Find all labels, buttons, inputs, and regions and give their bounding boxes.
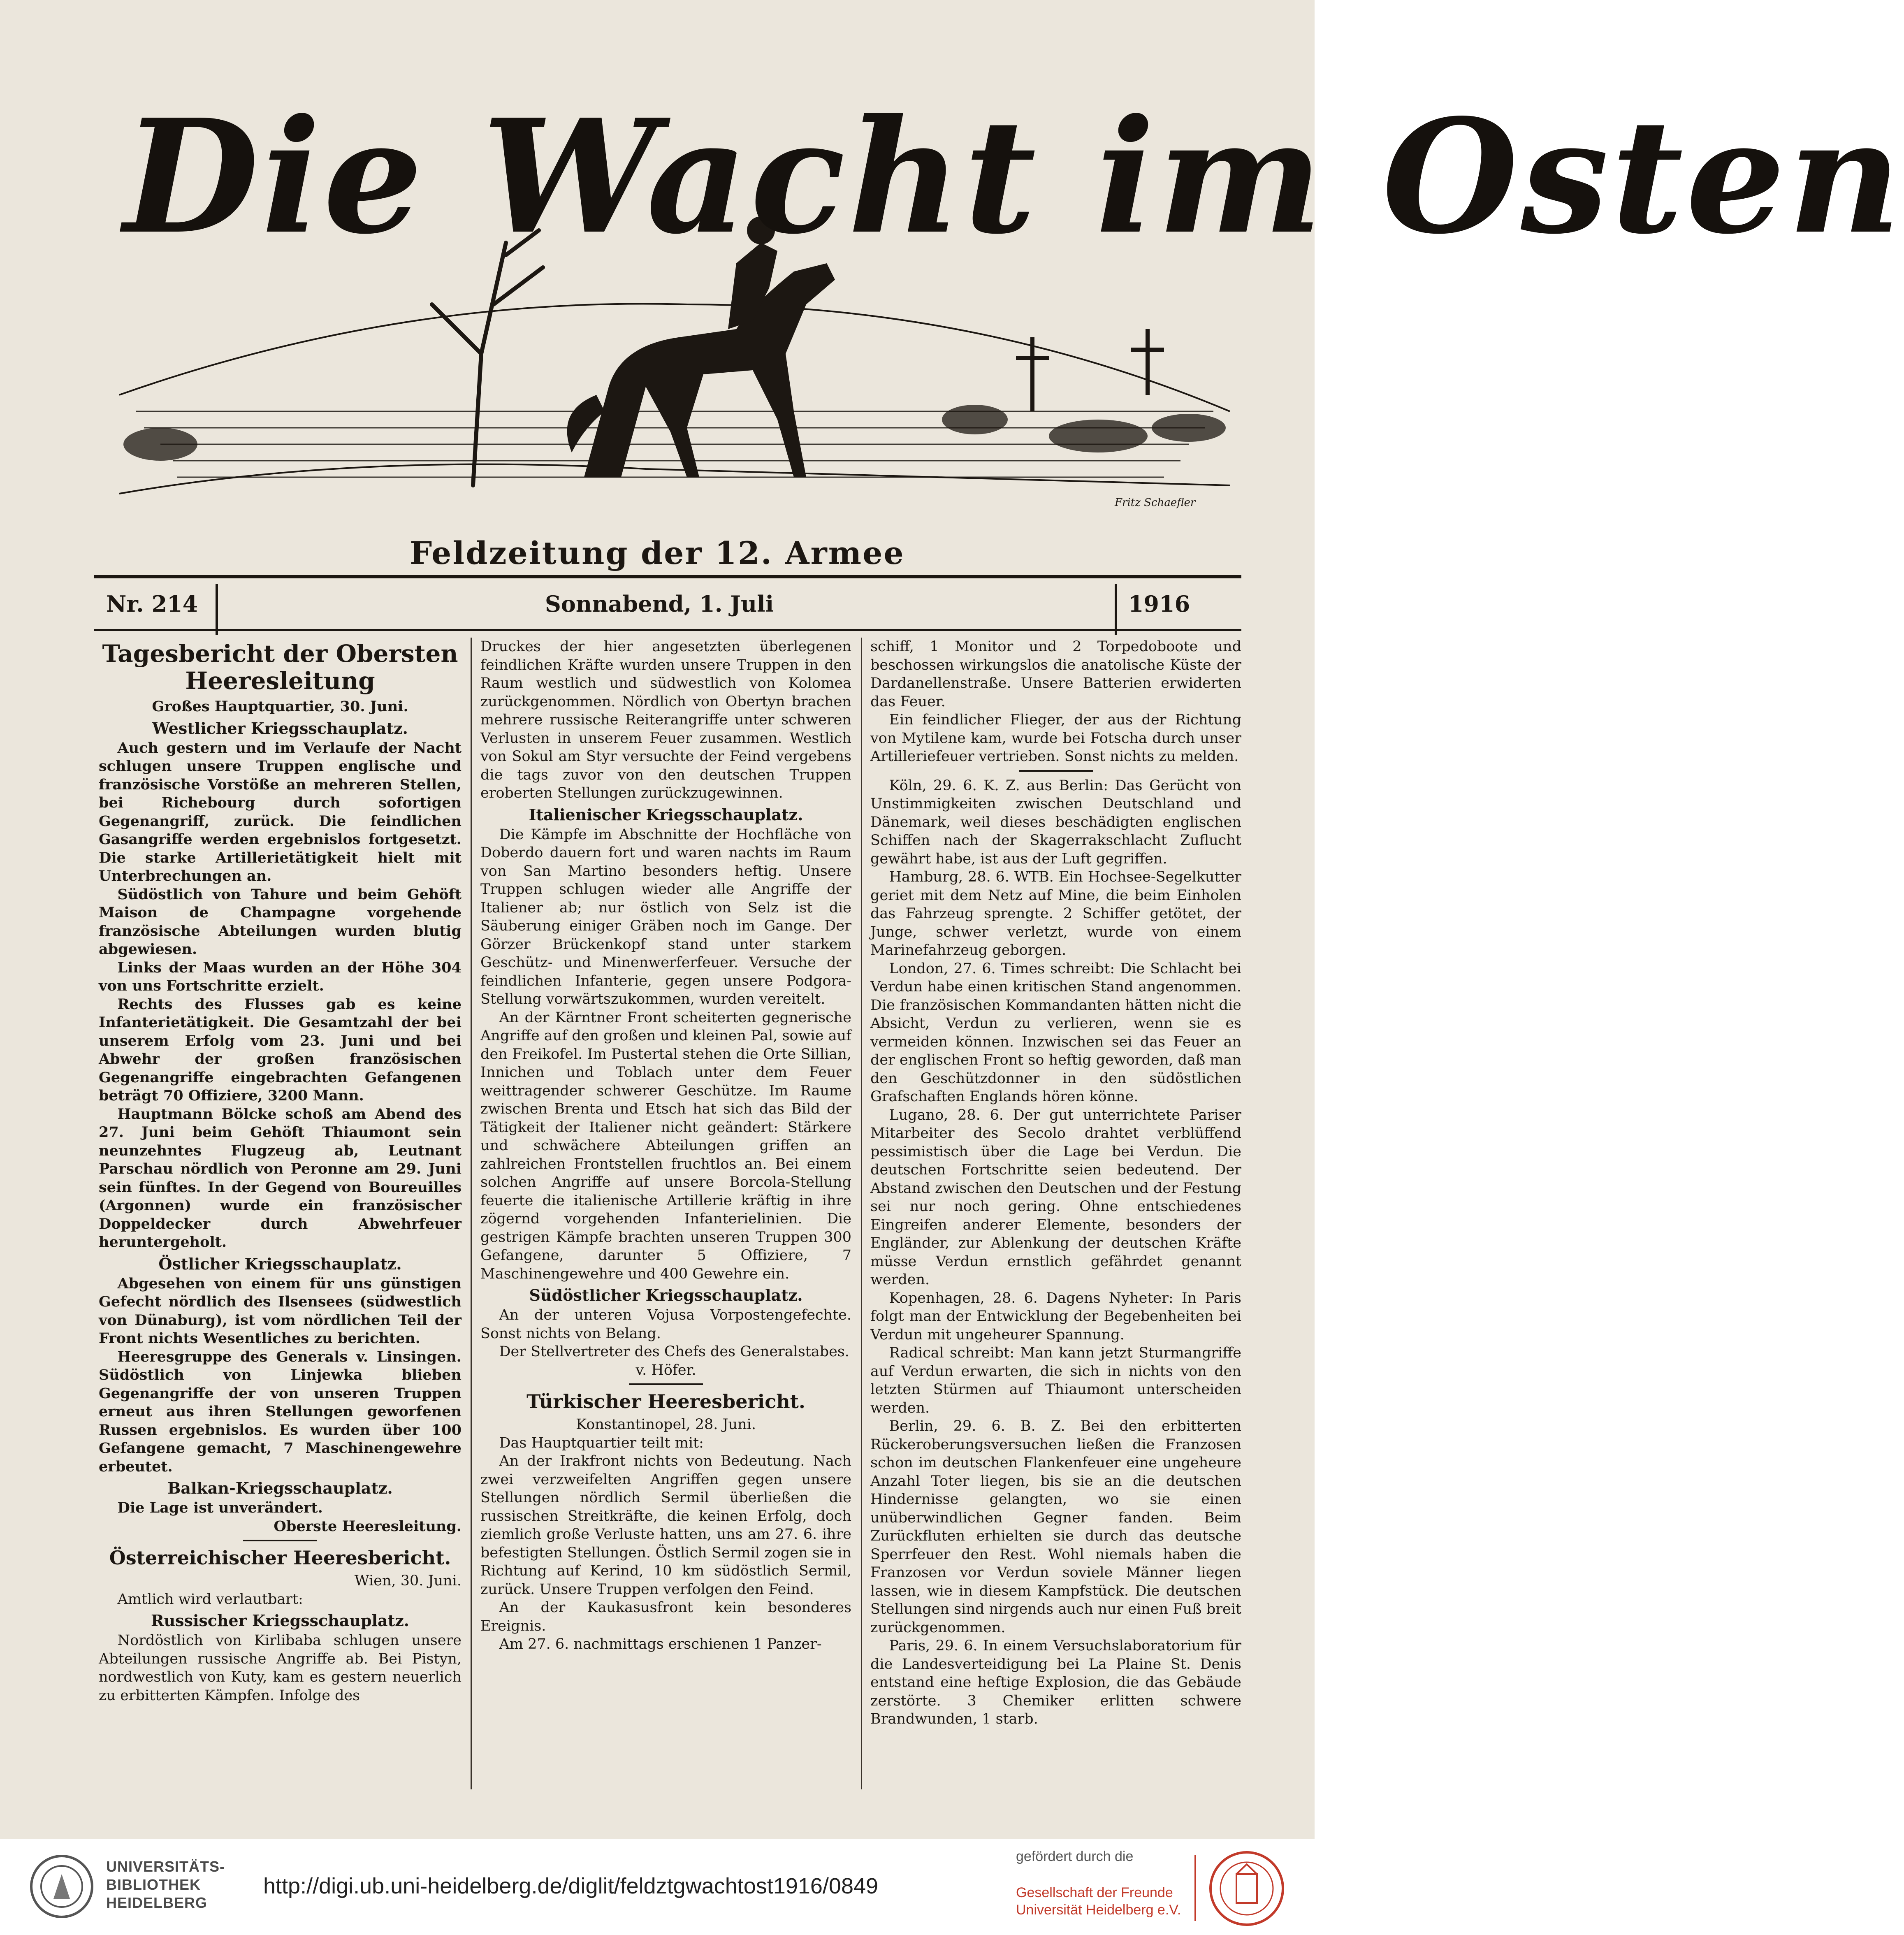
paragraph: Auch gestern und im Verlaufe der Nacht schlugen unsere Truppen englische und französische Vorstöße an mehreren Stellen, bei Richebourg durch sofortigen Gegenangriff, zurück. Die feindlichen Gasangriffe werden ergebnislos fortgesetzt. Die starke Artillerietätigkeit hielt mit Unterbrechungen an. [99,739,462,884]
article-dateline: Konstantinopel, 28. Juni. [576,1416,756,1433]
section-heading: Italienischer Kriegsschauplatz. [529,805,803,824]
masthead-title: Die Wacht im Osten [123,85,1904,269]
university-seal-icon [29,1854,95,1919]
issue-year: 1916 [1128,591,1190,617]
paragraph: Der Stellvertreter des Chefs des Generalstabes. [499,1343,849,1360]
section-heading: Südöstlicher Kriegsschauplatz. [529,1286,803,1304]
column-1 [99,638,462,1798]
column-2 [480,638,851,1798]
paragraph: schiff, 1 Monitor und 2 Torpedoboote und beschossen wirkungslos die anatolische Küste der Dardanellenstraße. Unsere Batterien erwiderten das Feuer. [870,638,1241,710]
news-item: Lugano, 28. 6. Der gut unterrichtete Pariser Mitarbeiter des Secolo drahtet verblüffend pessimistisch über die Lage bei Verdun. Die deutschen Fortschritte seien bedeutend. Der Abstand zwischen den Deutschen und der Festung sei nur noch gering. Ohne entschiedenes Eingreifen anderer Elemente, besonders der Engländer, zur Ablenkung der deutschen Kräfte müsse Verdun ernstlich gefährdet genannt werden. [870,1107,1241,1288]
section-heading: Russischer Kriegsschauplatz. [151,1611,410,1630]
sponsor-name-line: Gesellschaft der Freunde [1016,1885,1173,1900]
paragraph: Rechts des Flusses gab es keine Infanterietätigkeit. Die Gesamtzahl der bei unserem Erfolg vom 23. Juni und bei Abwehr der großen französischen Gegenangriffe eingebrachten Gefangenen beträgt 70 Offiziere, 3200 Mann. [99,995,462,1104]
masthead-subtitle: Feldzeitung der 12. Armee [410,535,905,571]
column-rule [471,638,472,1789]
column-3 [870,638,1241,1798]
paragraph: An der unteren Vojusa Vorpostengefechte. Sonst nichts von Belang. [480,1307,851,1342]
paragraph: Hauptmann Bölcke schoß am Abend des 27. Juni beim Gehöft Thiaumont sein neunzehntes Flugzeug ab, Leutnant Parschau nördlich von Peronne am 29. Juni sein fünftes. In der Gegend von Boureuilles (Argonnen) wurde ein französischer Doppeldecker durch Abwehrfeuer heruntergeholt. [99,1105,462,1251]
news-item: Radical schreibt: Man kann jetzt Sturmangriffe auf Verdun erwarten, die sich in nichts von den letzten Stürmen auf Thiaumont unterscheiden werden. [870,1345,1241,1416]
sponsor-seal-icon [1208,1849,1286,1928]
paragraph: An der Irakfront nichts von Bedeutung. Nach zwei verzweifelten Angriffen gegen unsere Stellungen nördlich Sermil überließen die russischen Streitkräfte, die keinen Erfolg, doch ziemlich große Verluste hatten, uns am 27. 6. ihre befestigten Stellungen. Östlich Sermil zogen sie in Richtung auf Kerind, 10 km südöstlich Sermil, zurück. Unsere Truppen verfolgen den Feind. [480,1453,851,1598]
paragraph: Die Kämpfe im Abschnitte der Hochfläche von Doberdo dauern fort und waren nachts im Raum von San Martino besonders heftig. Unsere Truppen schlugen wieder alle Angriffe der Italiener ab; nur östlich von Selz ist die Säuberung einiger Gräben noch im Gange. Der Görzer Brückenkopf stand unter starkem Geschütz- und Minenwerferfeuer. Versuche der feindlichen Infanterie, gegen unsere Podgora-Stellung vorwärtszukommen, wurden vereitelt. [480,826,851,1007]
digitization-footer [0,1839,1315,1935]
artist-signature: Fritz Schaefler [1115,497,1196,509]
paragraph: Südöstlich von Tahure und beim Gehöft Maison de Champagne vorgehende französische Abteilungen wurden blutig abgewiesen. [99,886,462,958]
paragraph: Amtlich wird verlautbart: [117,1591,303,1608]
paragraph: An der Kärntner Front scheiterten gegnerische Angriffe auf den großen und kleinen Pal, sowie auf den Freikofel. Im Pustertal stehen die Orte Sillian, Innichen und Toblach unter dem Feuer weittragender schwerer Geschütze. Im Raume zwischen Brenta und Etsch hat sich das Bild der Tätigkeit der Italiener nicht geändert: Stärkere und schwächere Abteilungen griffen an zahlreichen Frontstellen fruchtlos an. Bei einem solchen Angriffe auf unsere Borcola-Stellung feuerte die italienische Artillerie kräftig in ihre zögernd vorgehenden Infanterielinien. Die gestrigen Kämpfe brachten unseren Truppen 300 Gefangene, darunter 5 Offiziere, 7 Maschinengewehre und 400 Gewehre ein. [480,1009,851,1282]
paragraph: Druckes der hier angesetzten überlegenen feindlichen Kräfte wurden unsere Truppen in den Raum westlich und südwestlich von Kolomea zurückgenommen. Nördlich von Obertyn brachen mehrere russische Reiterangriffe unter schweren Verlusten in unserem Feuer zusammen. Westlich von Sokul am Styr versuchte der Feind vergebens die tags zuvor von den deutschen Truppen eroberten Stellungen zurückzugewinnen. [480,638,851,801]
article-title: Türkischer Heeresbericht. [526,1390,805,1413]
paragraph: Die Lage ist unverändert. [117,1499,323,1516]
paragraph: Abgesehen von einem für uns günstigen Gefecht nördlich des Ilsensees (südwestlich von Dünaburg), ist vom nördlichen Teil der Front nichts Wesentliches zu berichten. [99,1275,462,1347]
news-item: Hamburg, 28. 6. WTB. Ein Hochsee-Segelkutter geriet mit dem Netz auf Mine, die beim Einholen das Fahrzeug sprengte. 2 Schiffer getötet, der Junge, schwer verletzt, wurde von einem Marinefahrzeug geborgen. [870,869,1241,958]
sponsor-label: gefördert durch die [1016,1849,1134,1864]
issue-bar [94,575,1241,631]
section-heading: Östlicher Kriegsschauplatz. [158,1254,402,1273]
library-name [106,1858,225,1912]
issue-date: Sonnabend, 1. Juli [545,591,774,617]
news-item: Köln, 29. 6. K. Z. aus Berlin: Das Gerücht von Unstimmigkeiten zwischen Deutschland und Dänemark, weil dieses beschädigten englischen Schiffen nach der Skagerrakschlacht Zuflucht gewährt habe, ist aus der Luft gegriffen. [870,777,1241,867]
signature: v. Höfer. [635,1362,696,1378]
section-heading: Balkan-Kriegsschauplatz. [167,1479,393,1497]
sponsor-name [1016,1884,1181,1919]
paragraph: Das Hauptquartier teilt mit: [499,1434,704,1451]
article-dateline: Großes Hauptquartier, 30. Juni. [152,698,408,715]
news-item: London, 27. 6. Times schreibt: Die Schlacht bei Verdun habe einen kritischen Stand angenommen. Die französischen Kommandanten hätten nicht die Absicht, Verdun zu verlieren, wenn sie es vermeiden können. Inzwischen sei das Feuer an der englischen Front so heftig geworden, daß man den Geschützdonner in den südöstlichen Grafschaften Englands hören könne. [870,960,1241,1105]
section-heading: Westlicher Kriegsschauplatz. [152,719,408,738]
paragraph: Ein feindlicher Flieger, der aus der Richtung von Mytilene kam, wurde bei Fotscha durch unser Artilleriefeuer vertrieben. Sonst nichts zu melden. [870,712,1241,765]
separator-rule [1019,770,1093,772]
article-title: Tagesbericht der Obersten Heeresleitung [102,640,458,695]
separator-rule [243,1540,317,1541]
paragraph: Nordöstlich von Kirlibaba schlugen unsere Abteilungen russische Angriffe ab. Bei Pistyn, nordwestlich von Kuty, kam es gestern neuerlich zu erbitterten Kämpfen. Infolge des [99,1632,462,1704]
news-item: Kopenhagen, 28. 6. Dagens Nyheter: In Paris folgt man der Entwicklung der Begebenheiten bei Verdun mit ungeheurer Spannung. [870,1290,1241,1343]
library-name-line: HEIDELBERG [106,1894,208,1911]
separator-rule [629,1383,703,1385]
signature: Oberste Heeresleitung. [274,1517,462,1535]
column-rule [861,638,862,1789]
news-item: Berlin, 29. 6. B. Z. Bei den erbitterten Rückeroberungsversuchen ließen die Franzosen schon im deutschen Flankenfeuer eine ungeheure Anzahl Toter liegen, bis sie an die deutschen Hindernisse gelangten, wo sie einen unüberwindlichen Gegner fanden. Beim Zurückfluten erhielten sie durch das deutsche Sperrfeuer den Rest. Wohl niemals haben die Franzosen vor Verdun soviele Männer liegen lassen, wie in diesem Kampfstück. Die deutschen Stellungen sind nirgends auch nur einen Fuß breit zurückgenommen. [870,1418,1241,1636]
article-dateline: Wien, 30. Juni. [354,1573,462,1589]
issue-number: Nr. 214 [106,591,198,617]
issue-divider [216,584,218,635]
library-name-line: BIBLIOTHEK [106,1876,201,1893]
library-name-line: UNIVERSITÄTS- [106,1858,225,1875]
source-url-link[interactable]: http://digi.ub.uni-heidelberg.de/diglit/feldztgwachtost1916/0849 [263,1874,879,1898]
paragraph: Links der Maas wurden an der Höhe 304 von uns Fortschritte erzielt. [99,959,462,994]
paragraph: Heeresgruppe des Generals v. Linsingen. Südöstlich von Linjewka blieben Gegenangriffe der von unseren Truppen erneut aus ihren Stellungen geworfenen Russen ergebnislos. Es wurden über 100 Gefangene gemacht, 7 Maschinengewehre erbeutet. [99,1348,462,1475]
paragraph: An der Kaukasusfront kein besonderes Ereignis. [480,1599,851,1634]
sponsor-name-line: Universität Heidelberg e.V. [1016,1902,1181,1918]
footer-divider [1194,1855,1196,1921]
paragraph: Am 27. 6. nachmittags erschienen 1 Panzer- [499,1636,822,1652]
article-title: Österreichischer Heeresbericht. [109,1547,451,1569]
news-item: Paris, 29. 6. In einem Versuchslaboratorium für die Landesverteidigung bei La Plaine St. Denis entstand eine heftige Explosion, die das Gebäude zerstörte. 3 Chemiker erlitten schwere Brandwunden, 1 starb. [870,1638,1241,1727]
